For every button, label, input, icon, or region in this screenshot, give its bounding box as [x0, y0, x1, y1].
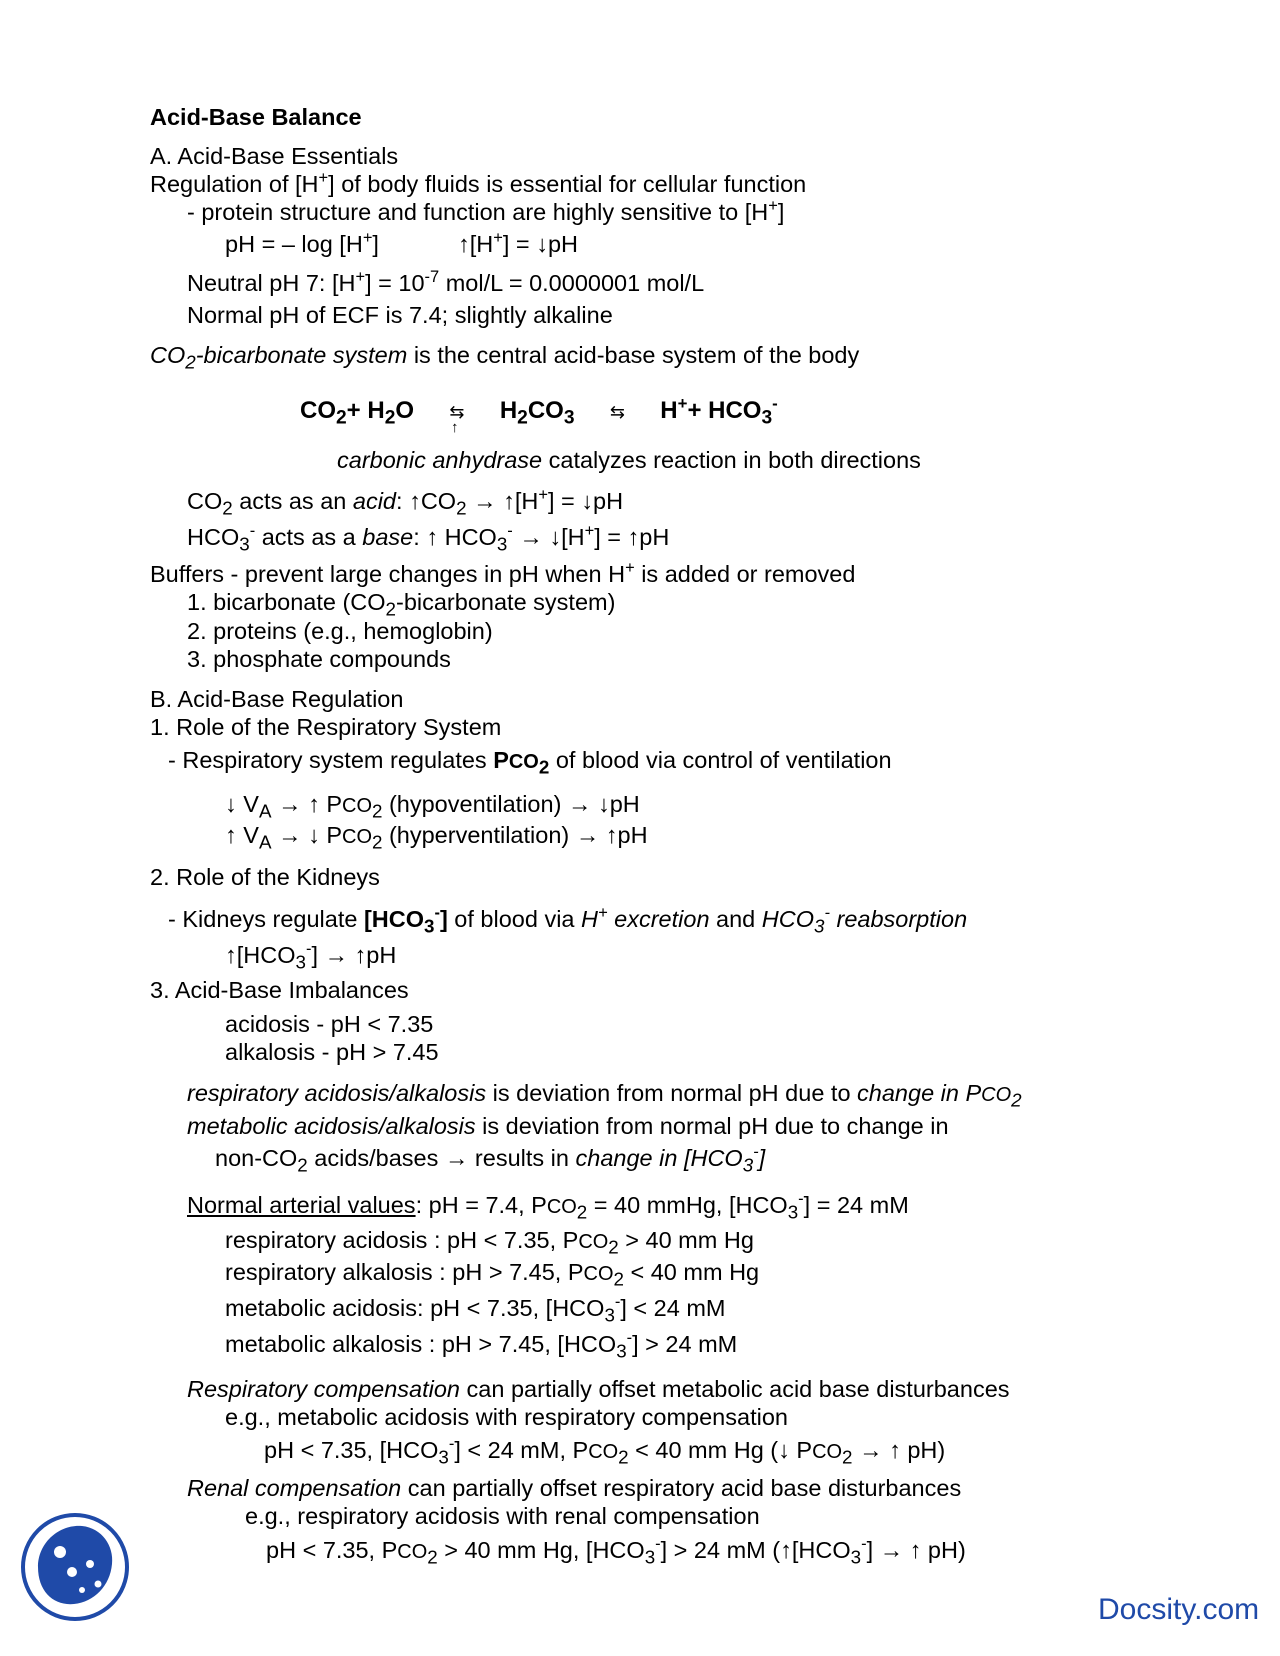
reversible-arrow-icon: ⇆: [449, 402, 465, 422]
hco3-base-line: $HCO_3^-$ acts as a base: ↑ $HCO_3^-$ → ↓[H+] = ↑pH: [187, 521, 670, 555]
down-arrow-icon: ↓: [549, 524, 562, 550]
alkalosis-line: alkalosis - pH > 7.45: [225, 1039, 439, 1065]
up-arrow-icon: ↑: [426, 524, 439, 550]
buffers-line: Buffers - prevent large changes in pH when H+ is added or removed: [150, 558, 856, 587]
respiratory-compensation-example: pH < 7.35, $[HCO_3^-] < 24$ mM, $PCO_2 < 40$ mm Hg (↓ $PCO_2$ → ↑ pH): [264, 1434, 946, 1468]
chemical-equation: $CO_2+ H_2O$ ⇆ $H_2CO_3$ ⇆ $H^++ HCO_3^-$: [300, 393, 778, 429]
up-arrow-icon: ↑: [458, 231, 470, 257]
kidneys-heading: 2. Role of the Kidneys: [150, 864, 380, 890]
reversible-arrow-icon: ⇆: [609, 402, 625, 422]
non-co2-line: non-$CO_2$ acids/bases → results in change in $[HCO_3^-]$: [215, 1142, 766, 1176]
protein-line: - protein structure and function are highly sensitive to [H+]: [187, 196, 785, 225]
bicarbonate-system-line: $CO_2$-bicarbonate system is the central acid-base system of the body: [150, 342, 860, 373]
neutral-ph-line: Neutral pH 7: $[H^+] = 10^{-7}$ mol/L = 0.0000001 mol/L: [187, 267, 705, 296]
up-arrow-icon: ↑: [889, 1437, 901, 1463]
metabolic-acidosis-values: metabolic acidosis: pH < 7.35, $[HCO_3^-] < 24$ mM: [225, 1292, 726, 1326]
up-arrow-icon: ↑: [780, 1537, 792, 1563]
renal-compensation-example: pH < 7.35, $PCO_2 > 40$ mm Hg, $[HCO_3^-] > 24$ mM ($↑[HCO_3^-]$ → ↑ pH): [266, 1534, 966, 1568]
renal-compensation-example-label: e.g., respiratory acidosis with renal compensation: [245, 1503, 760, 1529]
hyperventilation-line: ↑ $V_A$ → ↓ $PCO_2$ (hyperventilation) → ↑pH: [225, 822, 648, 853]
down-arrow-icon: ↓: [536, 231, 548, 257]
buffer-item-2: 2. proteins (e.g., hemoglobin): [187, 618, 493, 644]
up-arrow-icon: ↑: [627, 524, 640, 550]
down-arrow-icon: ↓: [597, 791, 610, 817]
respiratory-regulates-line: - Respiratory system regulates $PCO_2$ of blood via control of ventilation: [168, 747, 892, 778]
carbonic-anhydrase-line: carbonic anhydrase catalyzes reaction in both directions: [337, 447, 921, 473]
ph-definition-line: pH = – log [H+] ↑[H+] = ↓pH: [225, 228, 578, 257]
respiratory-acidosis-values: respiratory acidosis : pH < 7.35, $PCO_2 > 40$ mm Hg: [225, 1227, 754, 1258]
respiratory-compensation-line: Respiratory compensation can partially offset metabolic acid base disturbances: [187, 1376, 1010, 1402]
up-arrow-icon: ↑: [308, 791, 320, 817]
down-arrow-icon: ↓: [225, 791, 237, 817]
up-arrow-icon: ↑: [225, 822, 237, 848]
up-arrow-icon: ↑: [409, 488, 421, 514]
page-title: Acid-Base Balance: [150, 104, 362, 130]
hco3-ph-line: $↑[HCO_3^-]$ → ↑pH: [225, 939, 397, 973]
catalyst-arrow-icon: ↑: [451, 419, 459, 436]
down-arrow-icon: ↓: [778, 1437, 790, 1463]
section-a-heading: A. Acid-Base Essentials: [150, 143, 399, 169]
respiratory-heading: 1. Role of the Respiratory System: [150, 714, 502, 740]
metabolic-alkalosis-values: metabolic alkalosis : pH > 7.45, $[HCO_3^-] > 24$ mM: [225, 1328, 738, 1362]
regulation-line: Regulation of [H+] of body fluids is essential for cellular function: [150, 168, 807, 197]
co2-acid-line: $CO_2$ acts as an acid: $↑CO_2$ → ↑[H+] = ↓pH: [187, 485, 624, 519]
normal-ecf-line: Normal pH of ECF is 7.4; slightly alkaline: [187, 302, 613, 328]
respiratory-compensation-example-label: e.g., metabolic acidosis with respiratory compensation: [225, 1404, 788, 1430]
docsity-brand-link[interactable]: Docsity.com: [1098, 1593, 1260, 1626]
up-arrow-icon: ↑: [225, 942, 237, 968]
up-arrow-icon: ↑: [503, 488, 515, 514]
acidosis-line: acidosis - pH < 7.35: [225, 1011, 434, 1037]
docsity-logo-icon: [20, 1512, 130, 1622]
respiratory-alkalosis-values: respiratory alkalosis : pH > 7.45, $PCO_2 < 40$ mm Hg: [225, 1259, 760, 1290]
metabolic-acidosis-def: metabolic acidosis/alkalosis is deviation from normal pH due to change in: [187, 1113, 949, 1139]
section-b-heading: B. Acid-Base Regulation: [150, 686, 404, 712]
normal-arterial-values: Normal arterial values: pH = 7.4, $PCO_2 = 40$ mmHg, $[HCO_3^-] = 24$ mM: [187, 1189, 909, 1223]
down-arrow-icon: ↓: [581, 488, 594, 514]
up-arrow-icon: ↑: [605, 822, 618, 848]
kidneys-regulate-line: - Kidneys regulate $[HCO_3^-]$ of blood via H+ excretion and $HCO_3^-$ reabsorption: [168, 903, 968, 937]
hypoventilation-line: ↓ $V_A$ → ↑ $PCO_2$ (hypoventilation) → ↓pH: [225, 791, 640, 822]
up-arrow-icon: ↑: [909, 1537, 922, 1563]
renal-compensation-line: Renal compensation can partially offset respiratory acid base disturbances: [187, 1475, 962, 1501]
buffer-item-3: 3. phosphate compounds: [187, 646, 451, 672]
imbalances-heading: 3. Acid-Base Imbalances: [150, 977, 409, 1003]
buffer-item-1: 1. bicarbonate ($CO_2$-bicarbonate system): [187, 589, 616, 620]
up-arrow-icon: ↑: [354, 942, 367, 968]
down-arrow-icon: ↓: [308, 822, 320, 848]
respiratory-acidosis-def: respiratory acidosis/alkalosis is deviation from normal pH due to change in $PCO_2$: [187, 1080, 1022, 1111]
